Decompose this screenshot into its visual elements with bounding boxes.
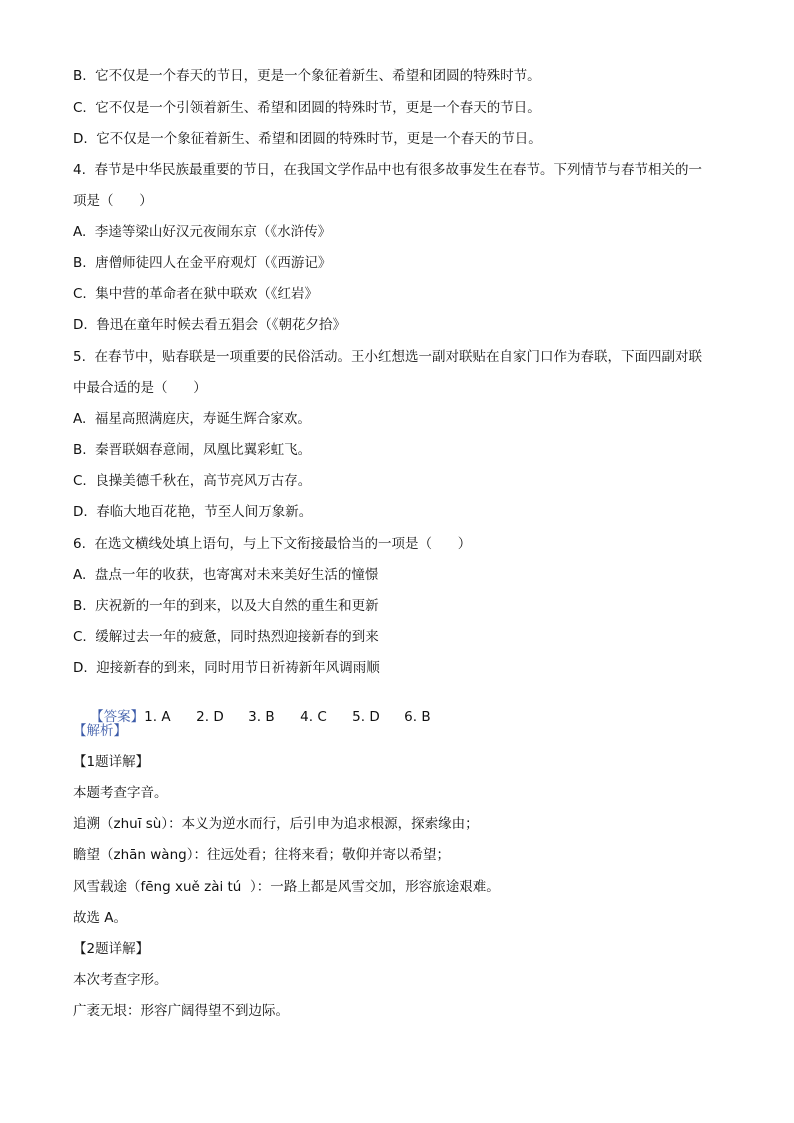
section-1-line-1: 本题考查字音。 [73, 785, 168, 801]
section-1-line-2: 追溯（zhuī sù）：本义为逆水而行，后引申为追求根源，探索缘由； [73, 816, 479, 832]
answer-label: 【答案】 [90, 709, 145, 725]
section-1-line-5: 故选 A。 [73, 910, 128, 926]
option-5d: D. 春临大地百花艳，节至人间万象新。 [73, 504, 313, 520]
question-4-stem: 4. 春节是中华民族最重要的节日，在我国文学作品中也有很多故事发生在春节。下列情节与春节相关的一 [73, 162, 702, 178]
section-2-label: 【2题详解】 [73, 941, 150, 957]
question-5-stem-cont: 中最合适的是（ ） [73, 380, 207, 396]
answer-item-3: 3. B [248, 709, 275, 725]
option-6c: C. 缓解过去一年的疲惫，同时热烈迎接新春的到来 [73, 629, 379, 645]
answer-item-6: 6. B [404, 709, 431, 725]
question-4-stem-cont: 项是（ ） [73, 193, 153, 209]
option-3c: C. 它不仅是一个引领着新生、希望和团圆的特殊时节，更是一个春天的节日。 [73, 100, 541, 116]
analysis-label: 【解析】 [73, 723, 127, 739]
answer-row [73, 690, 456, 744]
section-1-line-3: 瞻望（zhān wàng）：往远处看；往将来看；敬仰并寄以希望； [73, 847, 450, 863]
section-1-line-4: 风雪载途（fēng xuě zài tú ）：一路上都是风雪交加，形容旅途艰难。 [73, 879, 500, 895]
answer-item-5: 5. D [352, 709, 380, 725]
option-5a: A. 福星高照满庭庆，寿诞生辉合家欢。 [73, 411, 311, 427]
answer-item-1: 1. A [144, 709, 171, 725]
option-6b: B. 庆祝新的一年的到来，以及大自然的重生和更新 [73, 598, 379, 614]
question-6-stem: 6. 在选文横线处填上语句，与上下文衔接最恰当的一项是（ ） [73, 536, 472, 552]
section-1-label: 【1题详解】 [73, 754, 150, 770]
option-4a: A. 李逵等梁山好汉元夜闹东京（《水浒传》 [73, 224, 332, 240]
answer-item-2: 2. D [196, 709, 224, 725]
option-5b: B. 秦晋联姻春意闹，凤凰比翼彩虹飞。 [73, 442, 312, 458]
option-4c: C. 集中营的革命者在狱中联欢（《红岩》 [73, 286, 319, 302]
option-6d: D. 迎接新春的到来，同时用节日祈祷新年风调雨顺 [73, 660, 380, 676]
option-4d: D. 鲁迅在童年时候去看五猖会（《朝花夕拾》 [73, 317, 347, 333]
answer-item-4: 4. C [300, 709, 327, 725]
section-2-line-2: 广袤无垠：形容广阔得望不到边际。 [73, 1003, 289, 1019]
option-6a: A. 盘点一年的收获，也寄寓对未来美好生活的憧憬 [73, 567, 379, 583]
option-5c: C. 良操美德千秋在，高节亮风万古存。 [73, 473, 312, 489]
option-4b: B. 唐僧师徒四人在金平府观灯（《西游记》 [73, 255, 332, 271]
option-3d: D. 它不仅是一个象征着新生、希望和团圆的特殊时节，更是一个春天的节日。 [73, 131, 542, 147]
section-2-line-1: 本次考查字形。 [73, 972, 168, 988]
option-3b: B. 它不仅是一个春天的节日，更是一个象征着新生、希望和团圆的特殊时节。 [73, 68, 541, 84]
question-5-stem: 5. 在春节中，贴春联是一项重要的民俗活动。王小红想选一副对联贴在自家门口作为春联，下面四副对联 [73, 349, 702, 365]
